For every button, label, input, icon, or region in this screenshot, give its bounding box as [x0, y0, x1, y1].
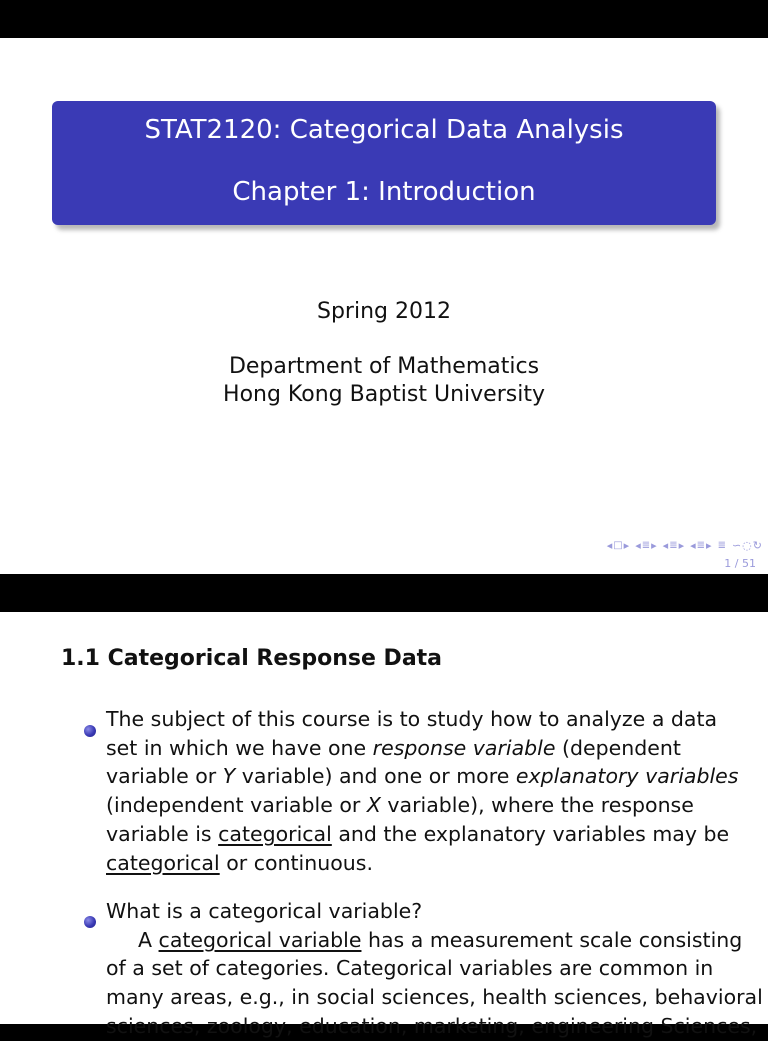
- bullet-line: variable or Y variable) and one or more explanatory variables: [106, 764, 739, 789]
- subsubsection-icon[interactable]: ≣: [696, 540, 706, 551]
- search-icon[interactable]: ∽: [731, 539, 742, 552]
- frame-icon[interactable]: □: [613, 540, 623, 551]
- nav-left-arrow-icon[interactable]: ◂: [635, 539, 641, 552]
- frame-title: 1.1 Categorical Response Data: [61, 646, 443, 671]
- semester-text: Spring 2012: [317, 299, 451, 324]
- department-text: Department of Mathematics: [228, 354, 540, 379]
- slide-title-page: [0, 38, 768, 574]
- university-text: Hong Kong Baptist University: [223, 382, 545, 407]
- course-title: STAT2120: Categorical Data Analysis: [144, 115, 624, 145]
- term-categorical: categorical: [106, 850, 220, 875]
- bullet-item-what-is-categorical: [106, 897, 763, 1041]
- bullet-item-course-subject: [106, 705, 746, 877]
- nav-tools-group: [732, 539, 762, 553]
- bullet-line: variable is categorical and the explanatory variables may be: [106, 821, 730, 846]
- bullet-line: set in which we have one response variable (dependent: [106, 735, 681, 760]
- math-y: Y: [222, 764, 236, 789]
- bullet-line: What is a categorical variable?: [106, 899, 423, 923]
- subsection-icon[interactable]: ≣: [641, 540, 651, 551]
- bullet-line: of a set of categories. Categorical variables are common in: [106, 956, 714, 981]
- page-indicator: 1 / 51: [724, 557, 756, 570]
- back-icon[interactable]: ↻: [752, 539, 762, 552]
- bullet-icon: [84, 725, 96, 737]
- nav-left-arrow-icon[interactable]: ◂: [690, 539, 696, 552]
- bullet-line: sciences, zoology, education, marketing, engineering Sciences,: [106, 1013, 758, 1038]
- bullet-line: categorical or continuous.: [106, 850, 373, 875]
- nav-subsubsection-group[interactable]: [690, 539, 711, 553]
- beamer-navigation-bar: [607, 539, 762, 553]
- nav-frame-group[interactable]: [607, 539, 630, 553]
- nav-section-group[interactable]: [663, 539, 684, 553]
- term-categorical-variable: categorical variable: [158, 927, 362, 952]
- term-response-variable: response variable: [372, 735, 556, 760]
- nav-right-arrow-icon[interactable]: ▸: [651, 539, 657, 552]
- slide-categorical-response-data: [0, 612, 768, 1038]
- nav-subsection-group[interactable]: [635, 539, 656, 553]
- zoom-icon[interactable]: ◌: [742, 539, 752, 552]
- outline-icon[interactable]: ≣: [717, 540, 726, 551]
- bullet-line: A categorical variable has a measurement scale consisting: [138, 927, 743, 952]
- bullet-line: many areas, e.g., in social sciences, health sciences, behavioral: [106, 985, 763, 1010]
- bullet-line: The subject of this course is to study how to analyze a data: [106, 707, 718, 731]
- bullet-line: (independent variable or X variable), where the response: [106, 793, 694, 818]
- nav-right-arrow-icon[interactable]: ▸: [678, 539, 685, 552]
- nav-left-arrow-icon[interactable]: ◂: [606, 539, 613, 552]
- title-block: [52, 101, 716, 225]
- chapter-title: Chapter 1: Introduction: [232, 177, 536, 207]
- term-categorical: categorical: [218, 821, 332, 846]
- term-explanatory-variables: explanatory variables: [515, 764, 739, 789]
- nav-left-arrow-icon[interactable]: ◂: [662, 539, 669, 552]
- nav-right-arrow-icon[interactable]: ▸: [623, 539, 630, 552]
- math-x: X: [366, 793, 381, 818]
- section-icon[interactable]: ≣: [669, 540, 678, 551]
- bullet-icon: [84, 916, 96, 928]
- nav-right-arrow-icon[interactable]: ▸: [706, 539, 712, 552]
